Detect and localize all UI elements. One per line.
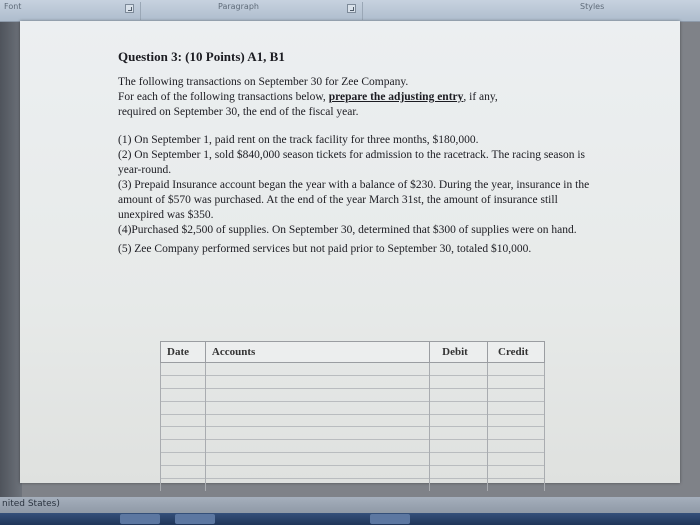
table-cell[interactable] [488, 363, 545, 376]
transaction-item: (5) Zee Company performed services but not paid prior to September 30, totaled $10,000. [118, 243, 532, 255]
table-cell[interactable] [205, 440, 429, 453]
table-cell[interactable] [205, 478, 429, 491]
table-cell[interactable] [430, 427, 488, 440]
transaction-item: (1) On September 1, paid rent on the track facility for three months, $180,000. [118, 134, 479, 146]
table-cell[interactable] [161, 465, 206, 478]
table-cell[interactable] [488, 427, 545, 440]
document-body [118, 49, 598, 257]
table-cell[interactable] [205, 363, 429, 376]
table-cell[interactable] [430, 414, 488, 427]
table-cell[interactable] [430, 401, 488, 414]
table-cell[interactable] [430, 465, 488, 478]
intro-line: The following transactions on September 30 for Zee Company. [118, 76, 409, 88]
table-cell[interactable] [161, 363, 206, 376]
taskbar-button[interactable] [175, 514, 215, 524]
table-cell[interactable] [430, 376, 488, 389]
table-cell[interactable] [430, 363, 488, 376]
table-cell[interactable] [161, 478, 206, 491]
table-row[interactable] [161, 401, 545, 414]
table-row[interactable] [161, 478, 545, 491]
table-cell[interactable] [430, 440, 488, 453]
column-header-debit: Debit [430, 342, 488, 363]
question-title: Question 3: (10 Points) A1, B1 [118, 49, 285, 64]
table-cell[interactable] [488, 376, 545, 389]
ribbon-separator [362, 2, 363, 20]
paragraph-dialog-launcher-icon[interactable] [347, 4, 356, 13]
transaction-item: (2) On September 1, sold $840,000 season tickets for admission to the racetrack. The racing season is year-round. [118, 149, 586, 176]
table-cell[interactable] [488, 465, 545, 478]
taskbar-button[interactable] [120, 514, 160, 524]
column-header-date: Date [161, 342, 206, 363]
transaction-list [118, 133, 598, 257]
taskbar-button[interactable] [370, 514, 410, 524]
table-row[interactable] [161, 440, 545, 453]
table-cell[interactable] [161, 376, 206, 389]
transaction-item: (4)Purchased $2,500 of supplies. On September 30, determined that $300 of supplies were on hand. [118, 224, 577, 236]
table-row[interactable] [161, 376, 545, 389]
table-cell[interactable] [205, 453, 429, 466]
table-cell[interactable] [488, 453, 545, 466]
left-margin [0, 22, 22, 500]
table-cell[interactable] [161, 440, 206, 453]
status-bar [0, 497, 700, 513]
table-cell[interactable] [161, 427, 206, 440]
language-indicator[interactable]: nited States) [2, 499, 60, 509]
table-cell[interactable] [161, 401, 206, 414]
table-cell[interactable] [205, 427, 429, 440]
table-cell[interactable] [205, 388, 429, 401]
paragraph-group-label: Paragraph [218, 2, 259, 11]
table-cell[interactable] [430, 478, 488, 491]
table-cell[interactable] [430, 453, 488, 466]
table-row[interactable] [161, 427, 545, 440]
table-cell[interactable] [488, 401, 545, 414]
intro-text: , if any, [463, 91, 498, 103]
taskbar [0, 513, 700, 525]
table-cell[interactable] [161, 414, 206, 427]
table-cell[interactable] [161, 388, 206, 401]
table-row[interactable] [161, 453, 545, 466]
intro-line: required on September 30, the end of the fiscal year. [118, 106, 359, 118]
intro-line [118, 90, 598, 105]
transaction-item: (3) Prepaid Insurance account began the year with a balance of $230. During the year, insurance in the amount of $570 was purchased. At the end of the year March 31st, the amount of insurance still unexpired was $350. [118, 179, 590, 221]
table-row[interactable] [161, 363, 545, 376]
column-header-accounts: Accounts [205, 342, 429, 363]
table-cell[interactable] [205, 401, 429, 414]
styles-group-label: Styles [580, 2, 605, 11]
table-cell[interactable] [488, 478, 545, 491]
font-group-label: Font [4, 2, 22, 11]
table-cell[interactable] [161, 453, 206, 466]
table-cell[interactable] [488, 414, 545, 427]
intro-text: For each of the following transactions below, [118, 91, 329, 103]
table-cell[interactable] [205, 376, 429, 389]
table-row[interactable] [161, 388, 545, 401]
intro-paragraph [118, 75, 598, 120]
font-dialog-launcher-icon[interactable] [125, 4, 134, 13]
table-header-row [161, 342, 545, 363]
table-cell[interactable] [430, 388, 488, 401]
table-cell[interactable] [488, 388, 545, 401]
table-cell[interactable] [205, 414, 429, 427]
table-row[interactable] [161, 414, 545, 427]
ribbon-separator [140, 2, 141, 20]
ribbon [0, 0, 700, 22]
table-cell[interactable] [488, 440, 545, 453]
table-row[interactable] [161, 465, 545, 478]
column-header-credit: Credit [488, 342, 545, 363]
journal-entry-table[interactable] [160, 341, 545, 491]
document-page[interactable] [20, 21, 680, 483]
emphasis-text: prepare the adjusting entry [328, 91, 464, 103]
table-cell[interactable] [205, 465, 429, 478]
